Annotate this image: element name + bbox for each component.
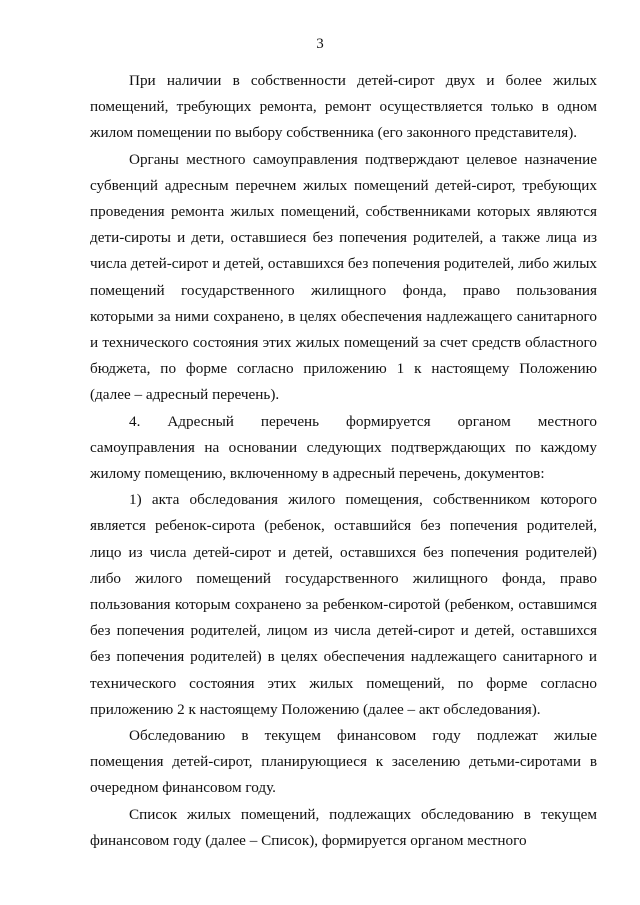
paragraph — [90, 723, 597, 802]
text-line: При наличии в собственности детей-сирот двух и более жилых — [129, 72, 597, 89]
text-line: лицо из числа детей-сирот и детей, оставшихся без попечения родителей) — [90, 543, 597, 561]
text-line: Обследованию в текущем финансовом году подлежат жилые — [129, 727, 597, 745]
text-line: самоуправления на основании следующих подтверждающих по каждому — [90, 438, 597, 456]
text-line: бюджета, по форме согласно приложению 1 к настоящему Положению — [90, 360, 597, 378]
text-line: помещений государственного жилищного фонда, право пользования — [90, 281, 597, 299]
text-line: жилом помещении по выбору собственника (его законного представителя). — [90, 124, 578, 142]
text-line: либо жилого помещений государственного жилищного фонда, право — [90, 569, 597, 587]
text-line: помещения детей-сирот, планирующиеся к заселению детьми-сиротами в — [90, 753, 597, 771]
document-body — [90, 68, 597, 854]
paragraph — [90, 487, 597, 723]
text-line: технического состояния этих жилых помещений, по форме согласно — [90, 674, 597, 692]
text-line: 4. Адресный перечень формируется органом местного — [129, 412, 597, 430]
text-line: без попечения родителей, лицом из числа детей-сирот и детей, оставшихся — [90, 622, 597, 640]
text-line: пользования которым сохранено за ребенком-сиротой (ребенком, оставшимся — [90, 596, 597, 614]
paragraph — [90, 68, 597, 147]
text-line: финансовом году (далее – Список), формируется органом местного — [90, 831, 527, 849]
paragraph — [90, 409, 597, 488]
text-line: помещений, требующих ремонта, ремонт осуществляется только в одном — [90, 98, 597, 116]
text-line: которыми за ними сохранено, в целях обеспечения надлежащего санитарного — [90, 307, 597, 325]
text-line: очередном финансовом году. — [90, 779, 276, 797]
text-line: Список жилых помещений, подлежащих обследованию в текущем — [129, 805, 597, 823]
text-line: субвенций адресным перечнем жилых помещений детей-сирот, требующих — [90, 176, 597, 194]
text-line: числа детей-сирот и детей, оставшихся без попечения родителей, либо жилых — [90, 255, 597, 273]
page-number: 3 — [316, 36, 324, 52]
paragraph — [90, 147, 597, 409]
text-line: (далее – адресный перечень). — [90, 386, 280, 404]
text-line: Органы местного самоуправления подтверждают целевое назначение — [129, 150, 597, 168]
text-line: является ребенок-сирота (ребенок, оставшийся без попечения родителей, — [90, 517, 597, 535]
text-line: и технического состояния этих жилых помещений за счет средств областного — [90, 334, 597, 352]
text-line: дети-сироты и дети, оставшиеся без попечения родителей, а также лица из — [90, 229, 597, 247]
text-line: проведения ремонта жилых помещений, собственниками которых являются — [90, 203, 597, 221]
text-line: приложению 2 к настоящему Положению (далее – акт обследования). — [90, 700, 541, 718]
text-line: без попечения родителей) в целях обеспечения надлежащего санитарного и — [90, 648, 597, 666]
text-line: жилому помещению, включенному в адресный перечень, документов: — [90, 465, 545, 483]
text-line: 1) акта обследования жилого помещения, собственником которого — [129, 491, 597, 509]
paragraph — [90, 802, 597, 854]
